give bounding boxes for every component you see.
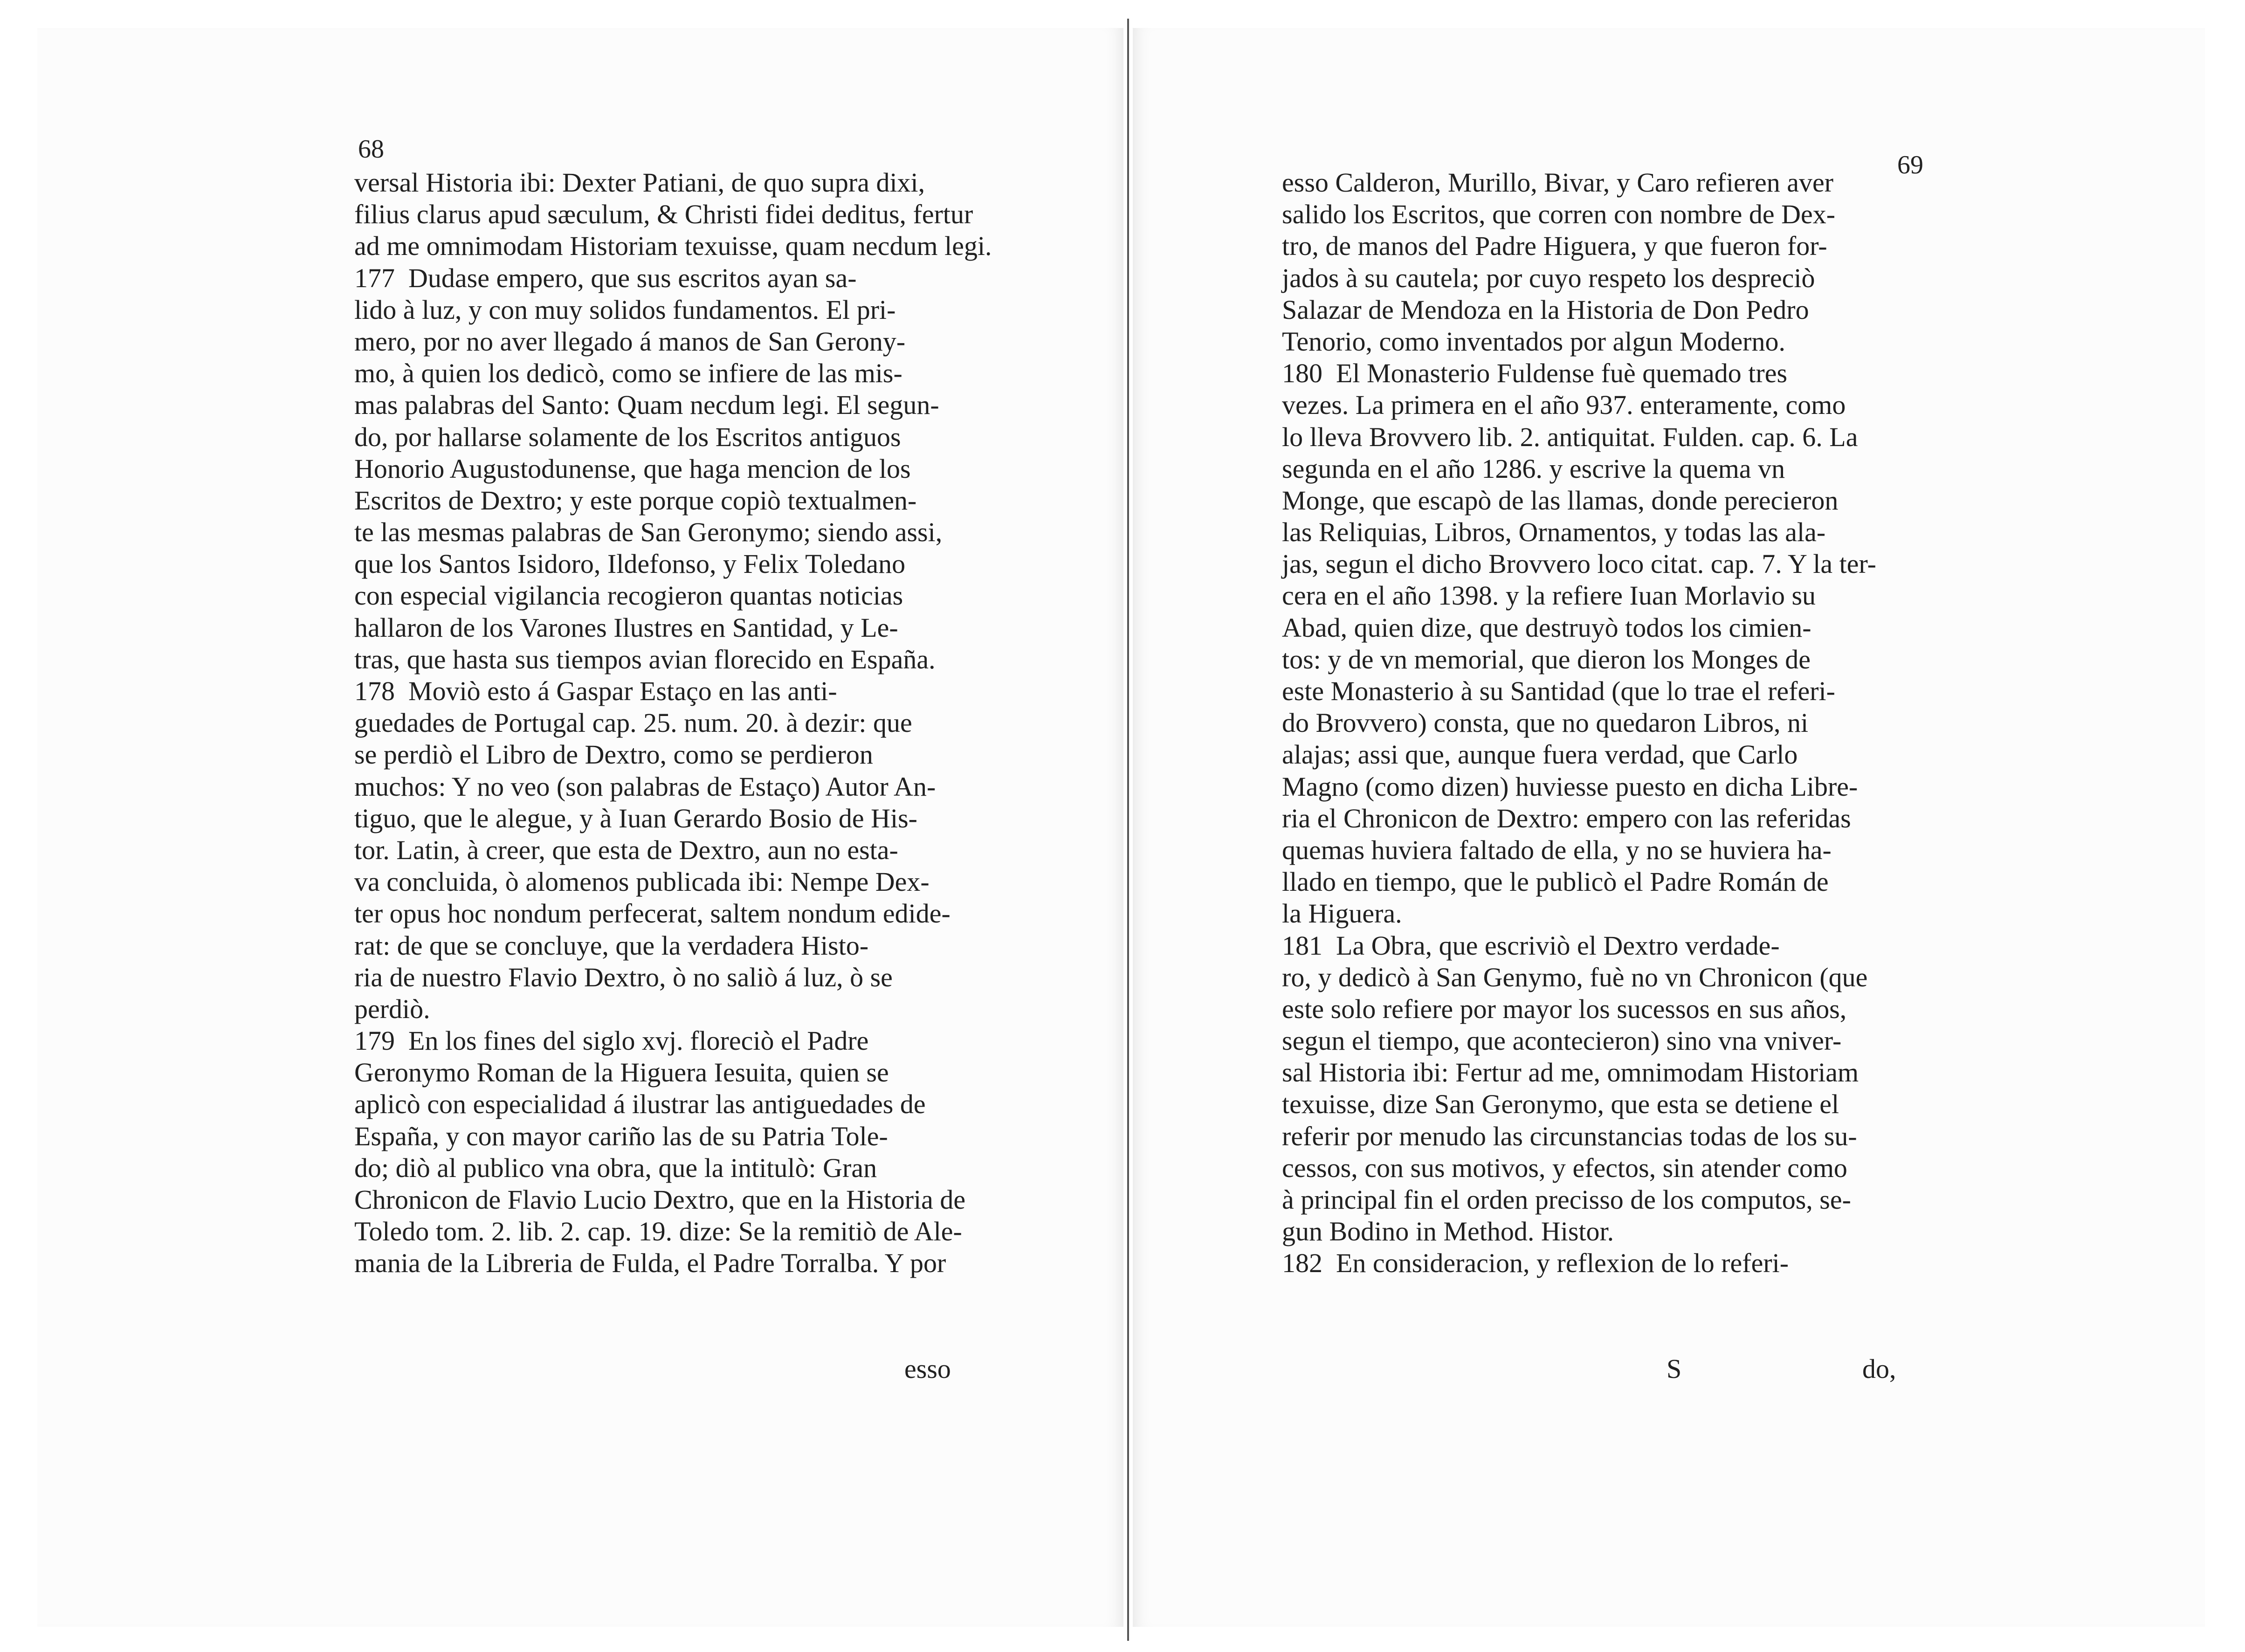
book-gutter	[1127, 19, 1129, 1641]
text-line: segun el tiempo, que acontecieron) sino vna vniver-	[1282, 1026, 1842, 1056]
text-line: ter opus hoc nondum perfecerat, saltem nondum edide-	[354, 898, 950, 929]
signature-mark: S	[1667, 1354, 1682, 1384]
text-line: do Brovvero) consta, que no quedaron Libros, ni	[1282, 708, 1809, 738]
right-page	[1133, 28, 2205, 1627]
text-line: tro, de manos del Padre Higuera, y que fueron for-	[1282, 231, 1827, 262]
text-line: perdiò.	[354, 993, 430, 1024]
text-line: do, por hallarse solamente de los Escritos antiguos	[354, 421, 901, 452]
text-line: tor. Latin, à creer, que esta de Dextro, aun no esta-	[354, 834, 898, 865]
text-line: 181 La Obra, que escriviò el Dextro verdade-	[1282, 930, 1780, 961]
text-line: llado en tiempo, que le publicò el Padre Román de	[1282, 867, 1829, 897]
text-line: Tenorio, como inventados por algun Moderno.	[1282, 326, 1785, 357]
text-line: va concluida, ò alomenos publicada ibi: Nempe Dex-	[354, 867, 930, 897]
text-line: Monge, que escapò de las llamas, donde perecieron	[1282, 485, 1839, 516]
text-line: mo, à quien los dedicò, como se infiere de las mis-	[354, 358, 902, 389]
text-line: 177 Dudase empero, que sus escritos ayan sa-	[354, 262, 857, 293]
text-line: que los Santos Isidoro, Ildefonso, y Felix Toledano	[354, 549, 906, 579]
text-line: lo lleva Brovvero lib. 2. antiquitat. Fulden. cap. 6. La	[1282, 421, 1858, 452]
text-line: sal Historia ibi: Fertur ad me, omnimodam Historiam	[1282, 1057, 1859, 1088]
text-line: jados à su cautela; por cuyo respeto los despreciò	[1282, 262, 1815, 293]
page-number-left: 68	[358, 135, 384, 164]
text-line: tras, que hasta sus tiempos avian florecido en España.	[354, 644, 936, 675]
text-line: las Reliquias, Libros, Ornamentos, y todas las ala-	[1282, 517, 1826, 548]
left-page-text	[354, 167, 992, 1280]
text-line: esso Calderon, Murillo, Bivar, y Caro refieren aver	[1282, 167, 1834, 198]
text-line: rat: de que se concluye, que la verdadera Histo-	[354, 930, 869, 961]
text-line: te las mesmas palabras de San Geronymo; siendo assi,	[354, 517, 943, 548]
text-line: ria el Chronicon de Dextro: empero con las referidas	[1282, 803, 1851, 833]
text-line: 179 En los fines del siglo xvj. floreciò el Padre	[354, 1026, 869, 1056]
text-line: cera en el año 1398. y la refiere Iuan Morlavio su	[1282, 580, 1816, 611]
text-line: filius clarus apud sæculum, & Christi fidei deditus, fertur	[354, 199, 973, 230]
text-line: lido à luz, y con muy solidos fundamentos. El pri-	[354, 294, 896, 325]
text-line: mas palabras del Santo: Quam necdum legi. El segun-	[354, 390, 939, 420]
text-line: referir por menudo las circunstancias todas de los su-	[1282, 1121, 1857, 1151]
text-line: mania de la Libreria de Fulda, el Padre Torralba. Y por	[354, 1248, 946, 1279]
text-line: ria de nuestro Flavio Dextro, ò no saliò á luz, ò se	[354, 962, 893, 992]
text-line: guedades de Portugal cap. 25. num. 20. à dezir: que	[354, 708, 912, 738]
text-line: 180 El Monasterio Fuldense fuè quemado tres	[1282, 358, 1788, 389]
text-line: jas, segun el dicho Brovvero loco citat. cap. 7. Y la ter-	[1282, 549, 1876, 579]
text-line: alajas; assi que, aunque fuera verdad, que Carlo	[1282, 739, 1798, 770]
text-line: España, y con mayor cariño las de su Patria Tole-	[354, 1121, 888, 1151]
text-line: este solo refiere por mayor los sucessos en sus años,	[1282, 993, 1847, 1024]
text-line: este Monasterio à su Santidad (que lo trae el referi-	[1282, 676, 1835, 706]
text-line: versal Historia ibi: Dexter Patiani, de quo supra dixi,	[354, 167, 925, 198]
text-line: Toledo tom. 2. lib. 2. cap. 19. dize: Se la remitiò de Ale-	[354, 1216, 962, 1247]
text-line: hallaron de los Varones Ilustres en Santidad, y Le-	[354, 612, 898, 643]
text-line: ro, y dedicò à San Genymo, fuè no vn Chronicon (que	[1282, 962, 1868, 992]
text-line: Salazar de Mendoza en la Historia de Don Pedro	[1282, 294, 1809, 325]
text-line: vezes. La primera en el año 937. enteramente, como	[1282, 390, 1846, 420]
text-line: texuisse, dize San Geronymo, que esta se detiene el	[1282, 1089, 1839, 1120]
left-page	[37, 28, 1123, 1627]
right-page-text	[1282, 167, 1876, 1280]
text-line: cessos, con sus motivos, y efectos, sin atender como	[1282, 1152, 1847, 1183]
page-number-right: 69	[1897, 151, 1923, 179]
text-line: salido los Escritos, que corren con nombre de Dex-	[1282, 199, 1836, 230]
text-line: Magno (como dizen) huviesse puesto en dicha Libre-	[1282, 771, 1858, 802]
text-line: la Higuera.	[1282, 898, 1402, 929]
text-line: con especial vigilancia recogieron quantas noticias	[354, 580, 903, 611]
text-line: Abad, quien dize, que destruyò todos los cimien-	[1282, 612, 1811, 643]
catchword-left: esso	[904, 1354, 951, 1384]
text-line: segunda en el año 1286. y escrive la quema vn	[1282, 453, 1785, 484]
text-line: tiguo, que le alegue, y à Iuan Gerardo Bosio de His-	[354, 803, 917, 833]
text-line: Escritos de Dextro; y este porque copiò textualmen-	[354, 485, 917, 516]
text-line: ad me omnimodam Historiam texuisse, quam necdum legi.	[354, 231, 992, 262]
text-line: 178 Moviò esto á Gaspar Estaço en las anti-	[354, 676, 837, 706]
text-line: Geronymo Roman de la Higuera Iesuita, quien se	[354, 1057, 889, 1088]
text-line: muchos: Y no veo (son palabras de Estaço) Autor An-	[354, 771, 936, 802]
text-line: mero, por no aver llegado á manos de San Gerony-	[354, 326, 906, 357]
catchword-right: do,	[1862, 1354, 1896, 1384]
text-line: à principal fin el orden precisso de los computos, se-	[1282, 1184, 1851, 1215]
text-line: quemas huviera faltado de ella, y no se huviera ha-	[1282, 834, 1832, 865]
text-line: Chronicon de Flavio Lucio Dextro, que en la Historia de	[354, 1184, 966, 1215]
text-line: 182 En consideracion, y reflexion de lo referi-	[1282, 1248, 1789, 1279]
text-line: aplicò con especialidad á ilustrar las antiguedades de	[354, 1089, 926, 1120]
text-line: gun Bodino in Method. Histor.	[1282, 1216, 1614, 1247]
text-line: do; diò al publico vna obra, que la intitulò: Gran	[354, 1152, 877, 1183]
text-line: Honorio Augustodunense, que haga mencion de los	[354, 453, 911, 484]
text-line: tos: y de vn memorial, que dieron los Monges de	[1282, 644, 1811, 675]
text-line: se perdiò el Libro de Dextro, como se perdieron	[354, 739, 873, 770]
